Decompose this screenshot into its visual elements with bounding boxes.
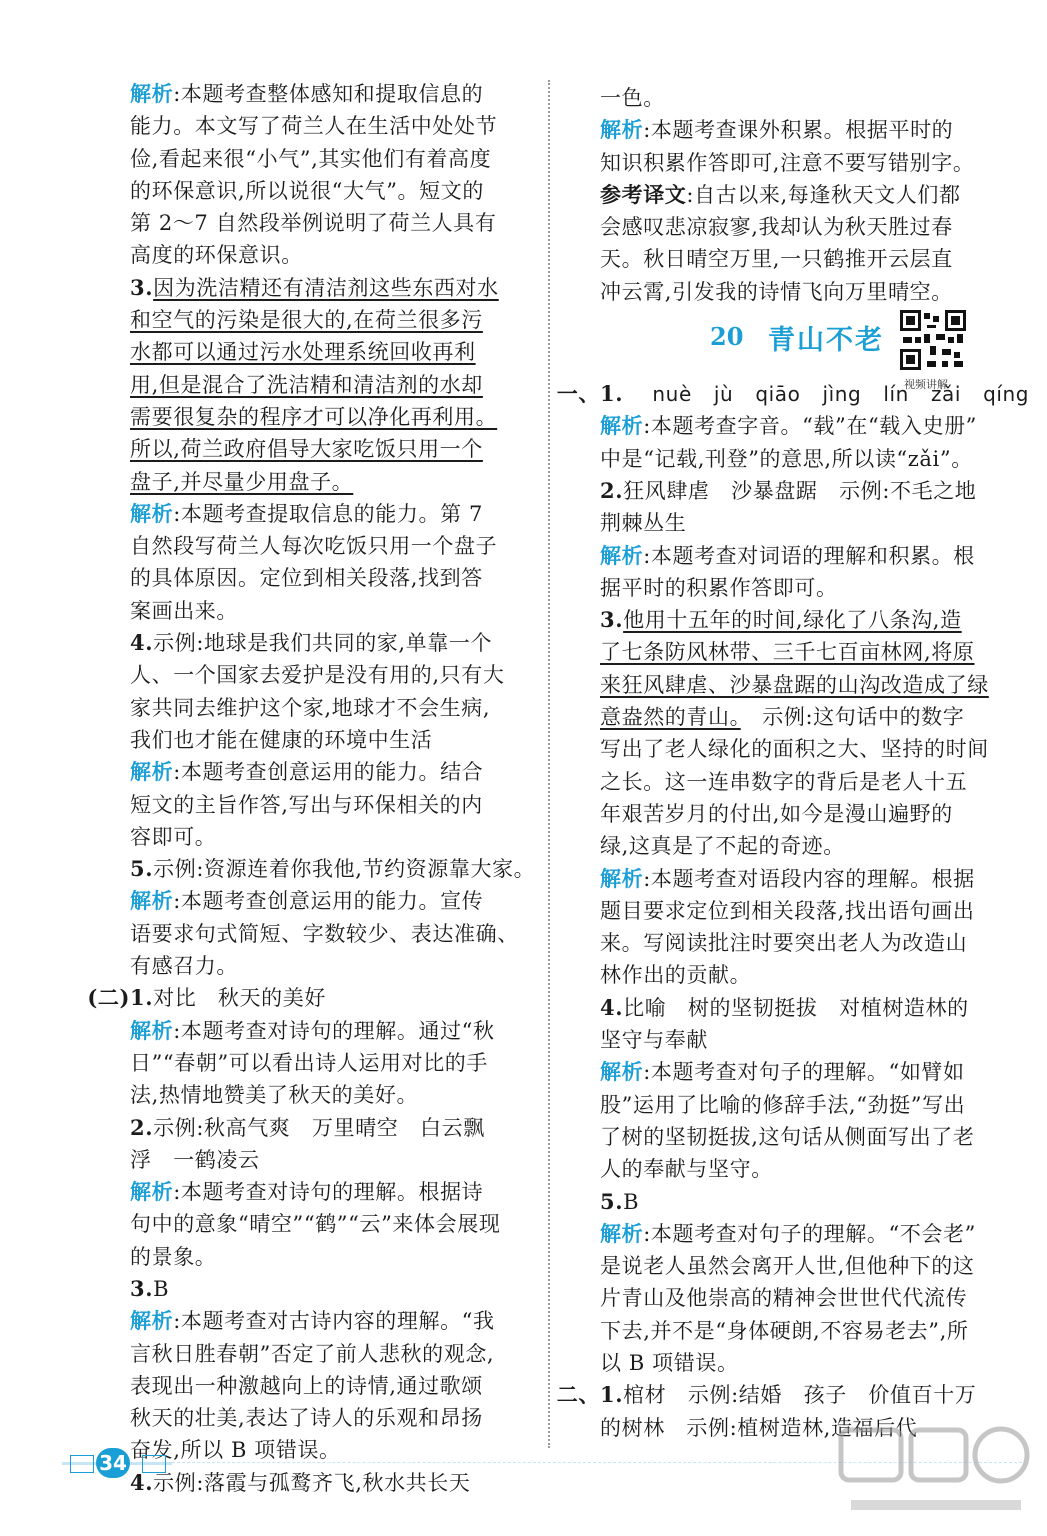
text-line (600, 604, 1016, 636)
underlined-answer: 和空气的污染是很大的,在荷兰很多污 (130, 308, 483, 333)
answer-text: 浮 一鹤凌云 (130, 1147, 260, 1172)
answer-text: 棺材 示例:结婚 孩子 价值百十万 (623, 1383, 977, 1408)
analysis-label: 解析 (600, 413, 644, 439)
text-line (600, 1121, 1016, 1153)
analysis-label: 解析 (130, 500, 174, 526)
pinyin-answer-row (556, 378, 1030, 410)
text-line (130, 821, 522, 853)
text-line (130, 207, 522, 239)
underlined-answer: 来狂风肆虐、沙暴盘踞的山沟改造成了绿 (600, 672, 989, 697)
underlined-answer: 所以,荷兰政府倡导大家吃饭只用一个 (130, 437, 483, 462)
answer-text: :本题考查对句子的理解。“不会老” (643, 1221, 976, 1246)
page-number: 34 (96, 1448, 130, 1478)
text-line (130, 433, 522, 465)
underlined-answer: 水都可以通过污水处理系统回收再利 (130, 340, 476, 365)
text-line (130, 1467, 522, 1499)
answer-text: 的景象。 (130, 1244, 217, 1269)
right-top-block (600, 82, 1016, 308)
text-line (130, 401, 522, 433)
text-line (600, 959, 1016, 991)
text-line (600, 1186, 1016, 1218)
answer-text: 能力。本文写了荷兰人在生活中处处节 (130, 114, 498, 139)
text-line (600, 1315, 1016, 1347)
text-line (600, 114, 1016, 146)
text-line (600, 1056, 1016, 1088)
text-line (130, 304, 522, 336)
answer-text: :本题考查课外积累。根据平时的 (643, 118, 954, 143)
question-number: 1. (130, 985, 154, 1011)
text-line (130, 466, 522, 498)
answer-text: 示例:地球是我们共同的家,单靠一个 (153, 631, 493, 656)
analysis-label: 解析 (130, 1017, 174, 1043)
answer-text: 示例:这句话中的数字 (740, 705, 965, 730)
analysis-label: 解析 (130, 1179, 174, 1205)
answer-text: 有感召力。 (130, 954, 238, 979)
answer-text: 中是“记载,刊登”的意思,所以读“zǎi”。 (600, 446, 973, 471)
underlined-answer: 盘子,并尽量少用盘子。 (130, 469, 354, 494)
text-line (130, 885, 522, 917)
question-number: 3. (130, 1275, 154, 1301)
text-line (556, 1379, 1016, 1411)
section-title: 青山不老 (768, 325, 884, 357)
text-line (130, 336, 522, 368)
text-line (600, 636, 1016, 668)
text-line (130, 1112, 522, 1144)
answer-text: 片青山及他崇高的精神会世世代代流传 (600, 1286, 968, 1311)
answer-text: 语要求句式简短、字数较少、表达准确、 (130, 921, 519, 946)
section-heading (600, 308, 1016, 392)
pinyin-item: jìng (822, 382, 862, 407)
text-line (130, 175, 522, 207)
text-line (130, 692, 522, 724)
text-line (130, 1047, 522, 1079)
translation-label: 参考译文 (600, 181, 687, 207)
question-number: 4. (130, 630, 154, 656)
page-decoration-left (70, 1455, 94, 1473)
text-line (130, 272, 522, 304)
part-label: 一、 (556, 381, 600, 407)
underlined-answer: 需要很复杂的程序才可以净化再利用。 (130, 404, 498, 429)
question-number: 3. (600, 607, 624, 633)
answer-text: 家共同去维护这个家,地球才不会生病, (130, 695, 491, 720)
analysis-label: 解析 (130, 888, 174, 914)
text-line (130, 239, 522, 271)
text-line (600, 733, 1016, 765)
text-line (600, 1153, 1016, 1185)
text-line (130, 78, 522, 110)
text-line (130, 1144, 522, 1176)
answer-text: :本题考查对词语的理解和积累。根 (643, 543, 975, 568)
answer-text: 第 2～7 自然段举例说明了荷兰人具有 (130, 211, 497, 236)
text-line (600, 243, 1016, 275)
pinyin-item: qíng (983, 382, 1030, 407)
answer-text: 容即可。 (130, 824, 217, 849)
answer-text: :本题考查提取信息的能力。第 7 (173, 501, 483, 526)
answer-text: 来。写阅读批注时要突出老人为改造山 (600, 931, 968, 956)
text-line (130, 1079, 522, 1111)
answer-text: B (153, 1276, 170, 1301)
text-line (600, 895, 1016, 927)
answer-text: 自然段写荷兰人每次吃饭只用一个盘子 (130, 534, 498, 559)
answer-text: 奋发,所以 B 项错误。 (130, 1438, 341, 1463)
text-line (130, 110, 522, 142)
analysis-label: 解析 (130, 81, 174, 106)
text-line (130, 562, 522, 594)
analysis-label: 解析 (600, 1059, 644, 1085)
text-line (130, 1305, 522, 1337)
text-line (130, 1338, 522, 1370)
text-line (130, 724, 522, 756)
answer-text: 了树的坚韧挺拔,这句话从侧面写出了老 (600, 1124, 975, 1149)
text-line (130, 530, 522, 562)
text-line (600, 507, 1016, 539)
answer-text: 对比 秋天的美好 (153, 986, 326, 1011)
right-bottom-block (556, 410, 1016, 1444)
answer-text: 年艰苦岁月的付出,如今是漫山遍野的 (600, 801, 953, 826)
answer-text: 据平时的积累作答即可。 (600, 575, 838, 600)
answer-text: :本题考查对古诗内容的理解。“我 (173, 1309, 495, 1334)
question-number: 4. (600, 994, 624, 1020)
text-line (600, 863, 1016, 895)
page-decoration-right (142, 1455, 166, 1473)
answer-text: 的具体原因。定位到相关段落,找到答 (130, 566, 483, 591)
text-line (600, 82, 1016, 114)
question-number: 5. (600, 1188, 624, 1214)
text-line (600, 179, 1016, 211)
underlined-answer: 用,但是混合了洗洁精和清洁剂的水却 (130, 372, 483, 397)
text-line (130, 789, 522, 821)
text-line (600, 147, 1016, 179)
question-number: 4. (130, 1469, 154, 1495)
qr-caption: 视频讲解 (904, 378, 948, 392)
answer-text: 示例:资源连着你我他,节约资源靠大家。 (153, 857, 536, 882)
analysis-label: 解析 (600, 865, 644, 891)
text-line (130, 659, 522, 691)
question-number: 1. (600, 1382, 624, 1408)
question-number: 2. (600, 477, 624, 503)
answer-text: 示例:秋高气爽 万里晴空 白云飘 (153, 1115, 485, 1140)
answer-text: 人、一个国家去爱护是没有用的,只有大 (130, 663, 505, 688)
underlined-answer: 他用十五年的时间,绿化了八条沟,造 (623, 608, 962, 633)
text-line (600, 766, 1016, 798)
text-line (600, 669, 1016, 701)
answer-text: 案画出来。 (130, 598, 238, 623)
text-line (130, 950, 522, 982)
analysis-label: 解析 (600, 1220, 644, 1246)
text-line (600, 211, 1016, 243)
answer-text: 示例:落霞与孤鹜齐飞,秋水共长天 (153, 1470, 471, 1495)
text-line (600, 572, 1016, 604)
answer-text: 下去,并不是“身体硬朗,不容易老去”,所 (600, 1318, 969, 1343)
text-line (600, 443, 1016, 475)
text-line (600, 798, 1016, 830)
text-line (130, 1176, 522, 1208)
answer-text: 俭,看起来很“小气”,其实他们有着高度 (130, 146, 492, 171)
answer-text: 冲云霄,引发我的诗情飞向万里晴空。 (600, 279, 953, 304)
text-line (600, 1282, 1016, 1314)
pinyin-item: jù (713, 382, 734, 407)
text-line (600, 410, 1016, 442)
underlined-answer: 意盎然的青山。 (600, 705, 741, 730)
answer-text: :自古以来,每逢秋天文人们都 (686, 182, 961, 207)
answer-text: 句中的意象“晴空”“鹤”“云”来体会展现 (130, 1212, 501, 1237)
answer-text: 股”运用了比喻的修辞手法,“劲挺”写出 (600, 1092, 966, 1117)
text-line (600, 1089, 1016, 1121)
answer-text: 以 B 项错误。 (600, 1350, 739, 1375)
answer-text: 短文的主旨作答,写出与环保相关的内 (130, 792, 483, 817)
text-line (130, 853, 536, 885)
answer-text: 坚守与奉献 (600, 1028, 708, 1053)
analysis-label: 解析 (600, 117, 644, 143)
question-number: 2. (130, 1114, 154, 1140)
text-line (130, 627, 522, 659)
watermark-logo-icon (821, 1420, 1041, 1530)
answer-text: 高度的环保意识。 (130, 243, 303, 268)
answer-text: 之长。这一连串数字的背后是老人十五 (600, 769, 968, 794)
analysis-label: 解析 (130, 759, 174, 785)
answer-text: :本题考查对语段内容的理解。根据 (643, 866, 975, 891)
text-line (600, 992, 1016, 1024)
text-line (600, 475, 1016, 507)
answer-text: 比喻 树的坚韧挺拔 对植树造林的 (623, 995, 969, 1020)
text-line (130, 595, 522, 627)
text-line (130, 1402, 522, 1434)
part-label: 二、 (556, 1382, 600, 1408)
pinyin-item: nuè (652, 382, 692, 407)
text-line (130, 143, 522, 175)
answer-text: 是说老人虽然会离开人世,但他种下的这 (600, 1254, 975, 1279)
text-line (130, 1208, 522, 1240)
answer-text: 表现出一种激越向上的诗情,通过歌颂 (130, 1373, 483, 1398)
answer-text: 狂风肆虐 沙暴盘踞 示例:不毛之地 (623, 478, 977, 503)
section-number: 20 (710, 322, 744, 352)
part-label: (二) (87, 985, 130, 1011)
answer-text: :本题考查对诗句的理解。根据诗 (173, 1180, 484, 1205)
qr-code-icon[interactable] (900, 310, 966, 370)
answer-text: 日”“春朝”可以看出诗人运用对比的手 (130, 1050, 489, 1075)
answer-text: 题目要求定位到相关段落,找出语句画出 (600, 898, 975, 923)
text-line (130, 369, 522, 401)
pinyin-item: lín (883, 382, 909, 407)
pinyin-item: qiāo (755, 382, 801, 407)
answer-text: 绿,这真是了不起的奇迹。 (600, 834, 845, 859)
text-line (130, 498, 522, 530)
answer-text: 天。秋日晴空万里,一只鹤推开云层直 (600, 247, 953, 272)
question-number: 3. (130, 274, 154, 300)
answer-text: 荆棘丛生 (600, 511, 687, 536)
text-line (600, 927, 1016, 959)
answer-text: 我们也才能在健康的环境中生活 (130, 727, 433, 752)
pinyin-item: zǎi (930, 382, 962, 407)
answer-text: 秋天的壮美,表达了诗人的乐观和昂扬 (130, 1406, 483, 1431)
answer-text: :本题考查整体感知和提取信息的 (173, 82, 484, 106)
answer-text: :本题考查对诗句的理解。通过“秋 (173, 1018, 495, 1043)
text-line (600, 1218, 1016, 1250)
text-line (600, 276, 1016, 308)
answer-text: 的环保意识,所以说很“大气”。短文的 (130, 178, 484, 203)
pinyin-list (630, 382, 1029, 406)
text-line (600, 1250, 1016, 1282)
text-line (130, 1370, 522, 1402)
page-number-badge (62, 1448, 172, 1478)
answer-text: 人的奉献与坚守。 (600, 1157, 773, 1182)
answer-text: 言秋日胜春朝”否定了前人悲秋的观念, (130, 1341, 495, 1366)
text-line (600, 540, 1016, 572)
text-line (130, 1273, 522, 1305)
text-line (130, 918, 522, 950)
answer-text: 的树林 示例:植树造林,造福后代 (600, 1415, 918, 1440)
analysis-label: 解析 (600, 542, 644, 568)
text-line (600, 1024, 1016, 1056)
text-line (130, 1015, 522, 1047)
column-divider (548, 80, 550, 1448)
answer-text: 知识积累作答即可,注意不要写错别字。 (600, 150, 975, 175)
answer-text: :本题考查字音。“载”在“载入史册” (643, 414, 978, 439)
answer-text: 会感叹悲凉寂寥,我却认为秋天胜过春 (600, 215, 953, 240)
answer-text: :本题考查创意运用的能力。宣传 (173, 889, 484, 914)
question-number: 1. (600, 381, 624, 407)
answer-text: :本题考查创意运用的能力。结合 (173, 760, 484, 785)
analysis-label: 解析 (130, 1308, 174, 1334)
right-column (556, 82, 1030, 1444)
text-line (600, 830, 1016, 862)
answer-text: B (623, 1189, 640, 1214)
text-line (600, 701, 1016, 733)
answer-text: 林作出的贡献。 (600, 963, 752, 988)
text-line (130, 1241, 522, 1273)
underlined-answer: 因为洗洁精还有清洁剂这些东西对水 (153, 275, 499, 300)
underlined-answer: 了七条防风林带、三千七百亩林网,将原 (600, 640, 975, 665)
answer-text: :本题考查对句子的理解。“如臂如 (643, 1060, 965, 1085)
text-line (600, 1347, 1016, 1379)
answer-text: 一色。 (600, 86, 665, 110)
text-line (87, 982, 522, 1014)
text-line (130, 756, 522, 788)
answer-text: 法,热情地赞美了秋天的美好。 (130, 1083, 419, 1108)
question-number: 5. (130, 856, 154, 882)
answer-text: 写出了老人绿化的面积之大、坚持的时间 (600, 737, 989, 762)
